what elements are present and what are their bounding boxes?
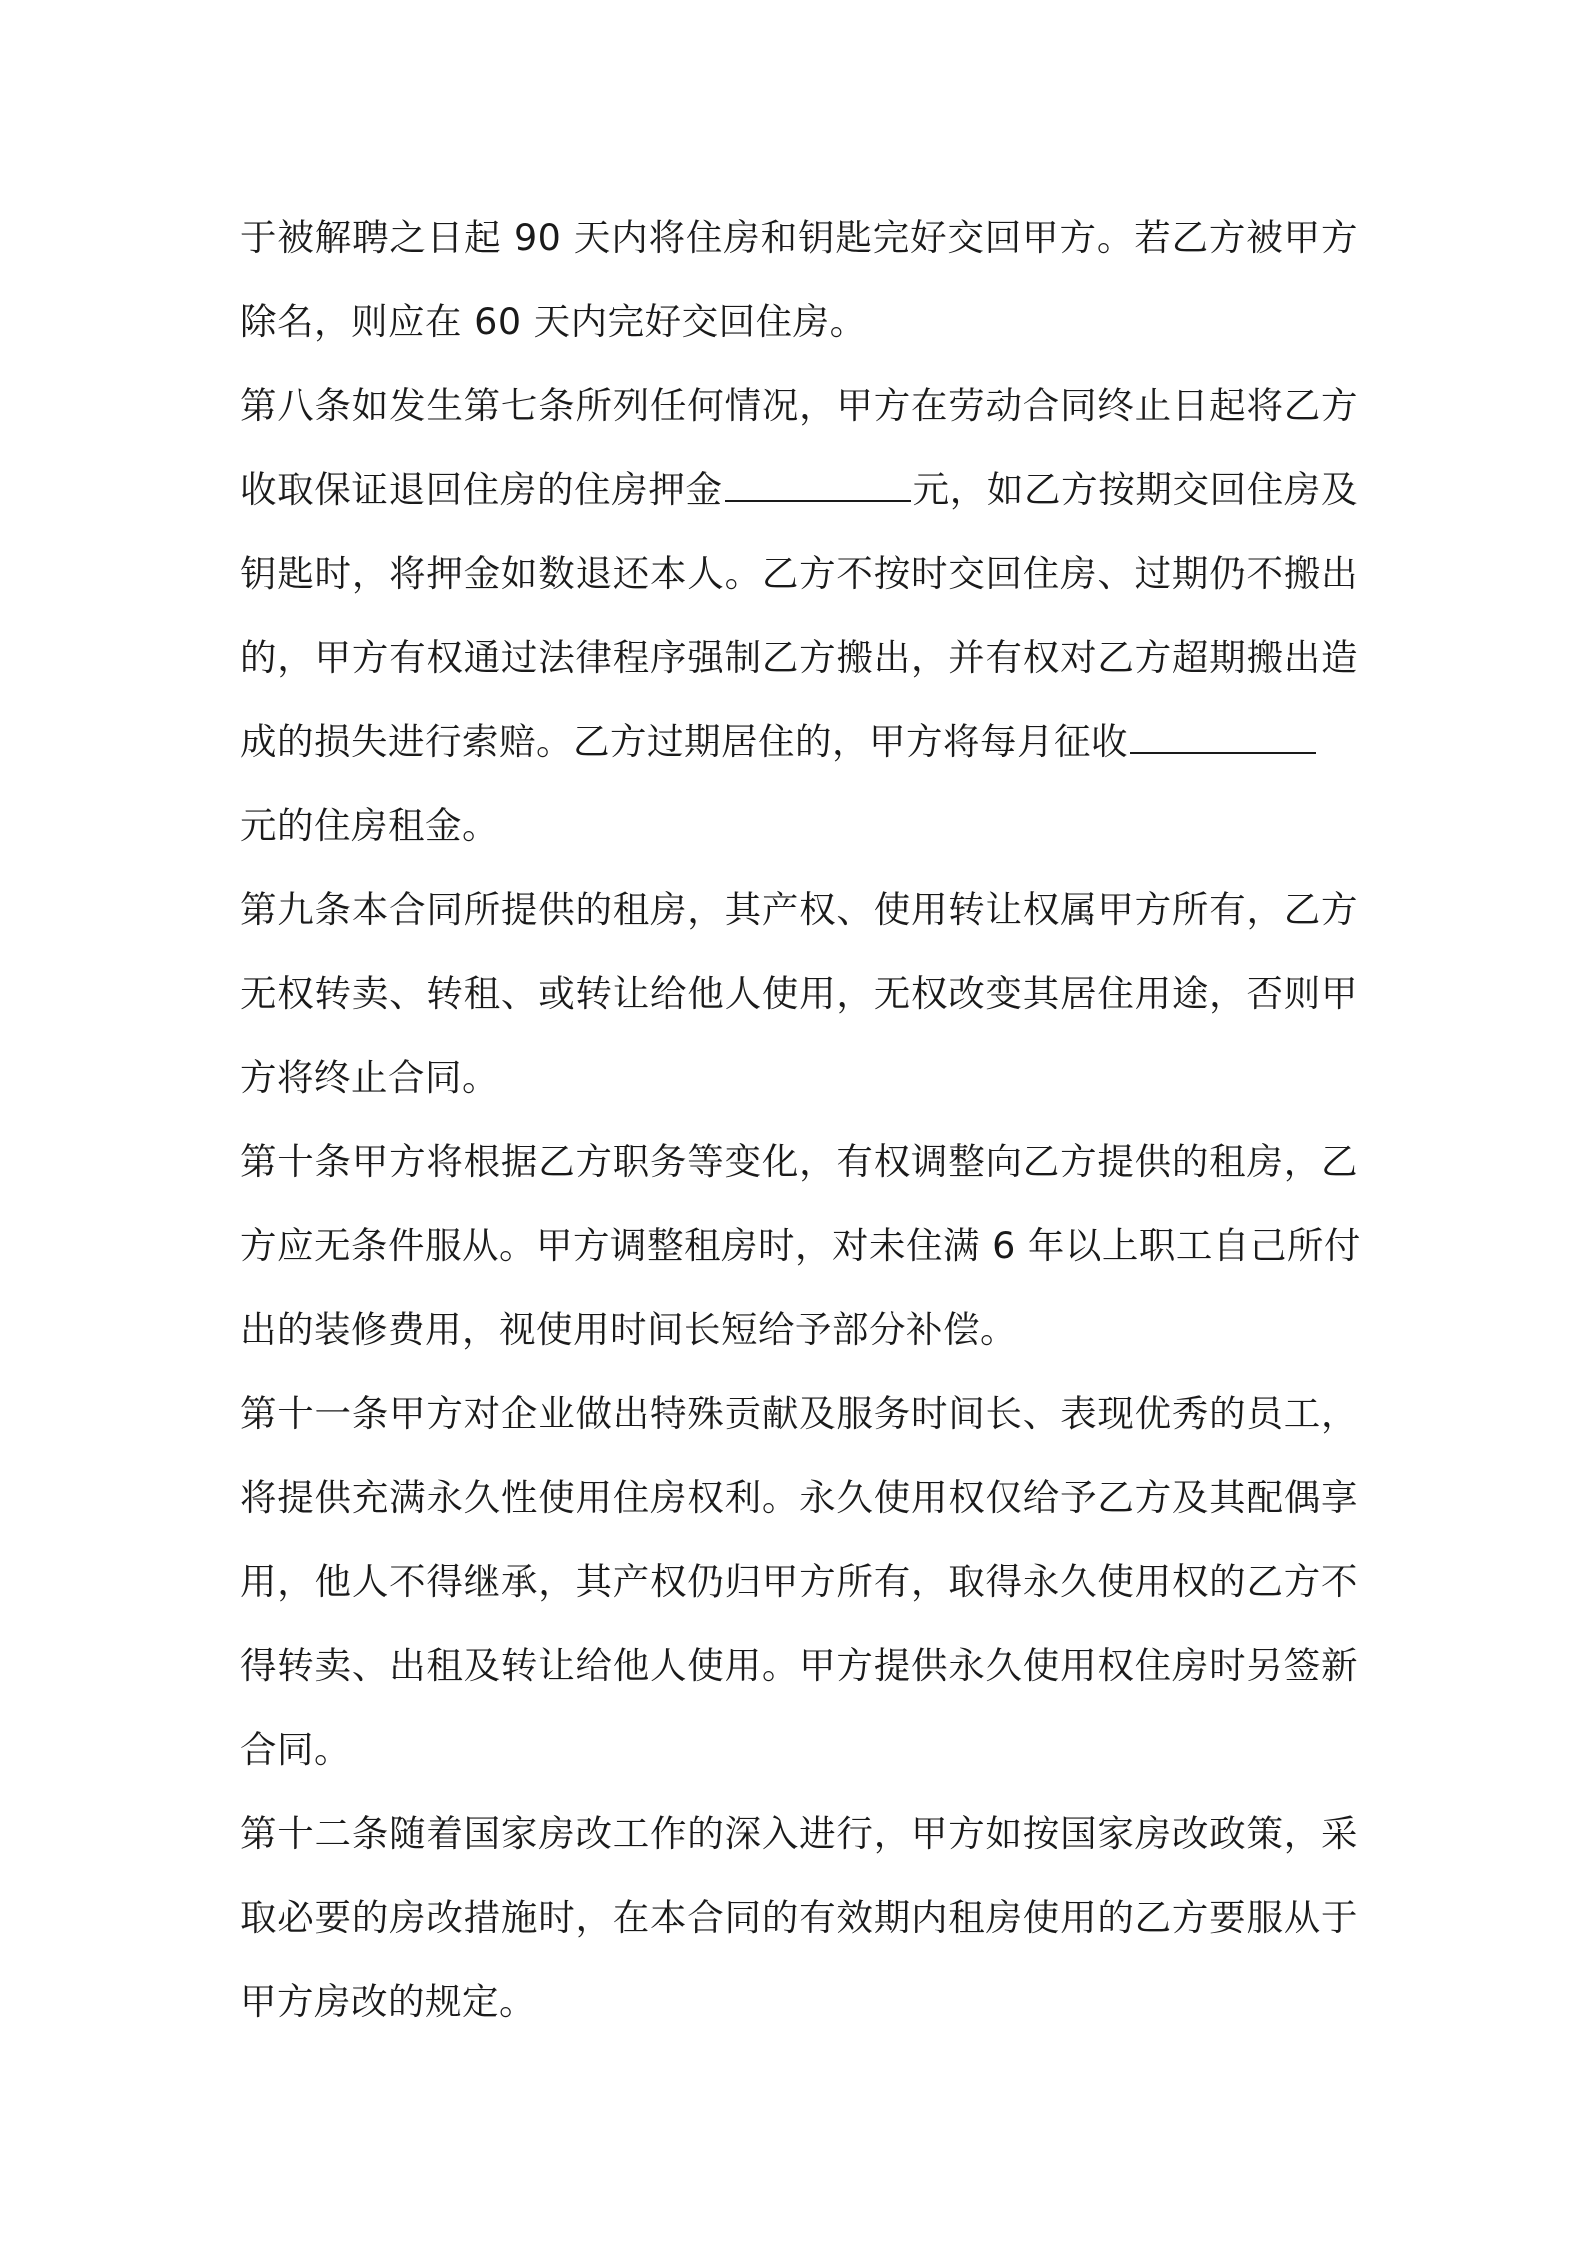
text-segment: 收取保证退回住房的住房押金: [240, 468, 723, 511]
article-9-heading-line: 第九条本合同所提供的租房，其产权、使用转让权属甲方所有，乙方: [240, 888, 1358, 931]
text-line: 于被解聘之日起 90 天内将住房和钥匙完好交回甲方。若乙方被甲方: [240, 216, 1358, 259]
article-8-heading-line: 第八条如发生第七条所列任何情况，甲方在劳动合同终止日起将乙方: [240, 384, 1358, 427]
text-line: 方应无条件服从。甲方调整租房时，对未住满 6 年以上职工自己所付: [240, 1224, 1361, 1267]
monthly-rent-blank: [1130, 716, 1316, 754]
article-11-heading-line: 第十一条甲方对企业做出特殊贡献及服务时间长、表现优秀的员工，: [240, 1392, 1358, 1435]
text-line: [240, 448, 1358, 532]
text-line: 得转卖、出租及转让给他人使用。甲方提供永久使用权住房时另签新: [240, 1644, 1358, 1687]
article-12-heading-line: 第十二条随着国家房改工作的深入进行，甲方如按国家房改政策，采: [240, 1812, 1358, 1855]
text-line: 甲方房改的规定。: [240, 1980, 536, 2023]
text-segment: 成的损失进行索赔。乙方过期居住的，甲方将每月征收: [240, 720, 1128, 763]
text-line: 的，甲方有权通过法律程序强制乙方搬出，并有权对乙方超期搬出造: [240, 636, 1358, 679]
article-10-heading-line: 第十条甲方将根据乙方职务等变化，有权调整向乙方提供的租房，乙: [240, 1140, 1358, 1183]
deposit-amount-blank: [725, 464, 911, 502]
text-line: 将提供充满永久性使用住房权利。永久使用权仅给予乙方及其配偶享: [240, 1476, 1358, 1519]
text-line: 除名，则应在 60 天内完好交回住房。: [240, 300, 867, 343]
text-line: 取必要的房改措施时，在本合同的有效期内租房使用的乙方要服从于: [240, 1896, 1358, 1939]
text-line: 元的住房租金。: [240, 804, 499, 847]
contract-body: [240, 196, 1361, 2044]
text-line: 合同。: [240, 1728, 351, 1771]
text-line: [240, 700, 1358, 784]
text-line: 出的装修费用，视使用时间长短给予部分补偿。: [240, 1308, 1017, 1351]
text-segment: 元，如乙方按期交回住房及: [912, 468, 1359, 511]
text-line: 无权转卖、转租、或转让给他人使用，无权改变其居住用途，否则甲: [240, 972, 1358, 1015]
text-line: 钥匙时，将押金如数退还本人。乙方不按时交回住房、过期仍不搬出: [240, 552, 1358, 595]
text-line: 用，他人不得继承，其产权仍归甲方所有，取得永久使用权的乙方不: [240, 1560, 1358, 1603]
text-line: 方将终止合同。: [240, 1056, 499, 1099]
